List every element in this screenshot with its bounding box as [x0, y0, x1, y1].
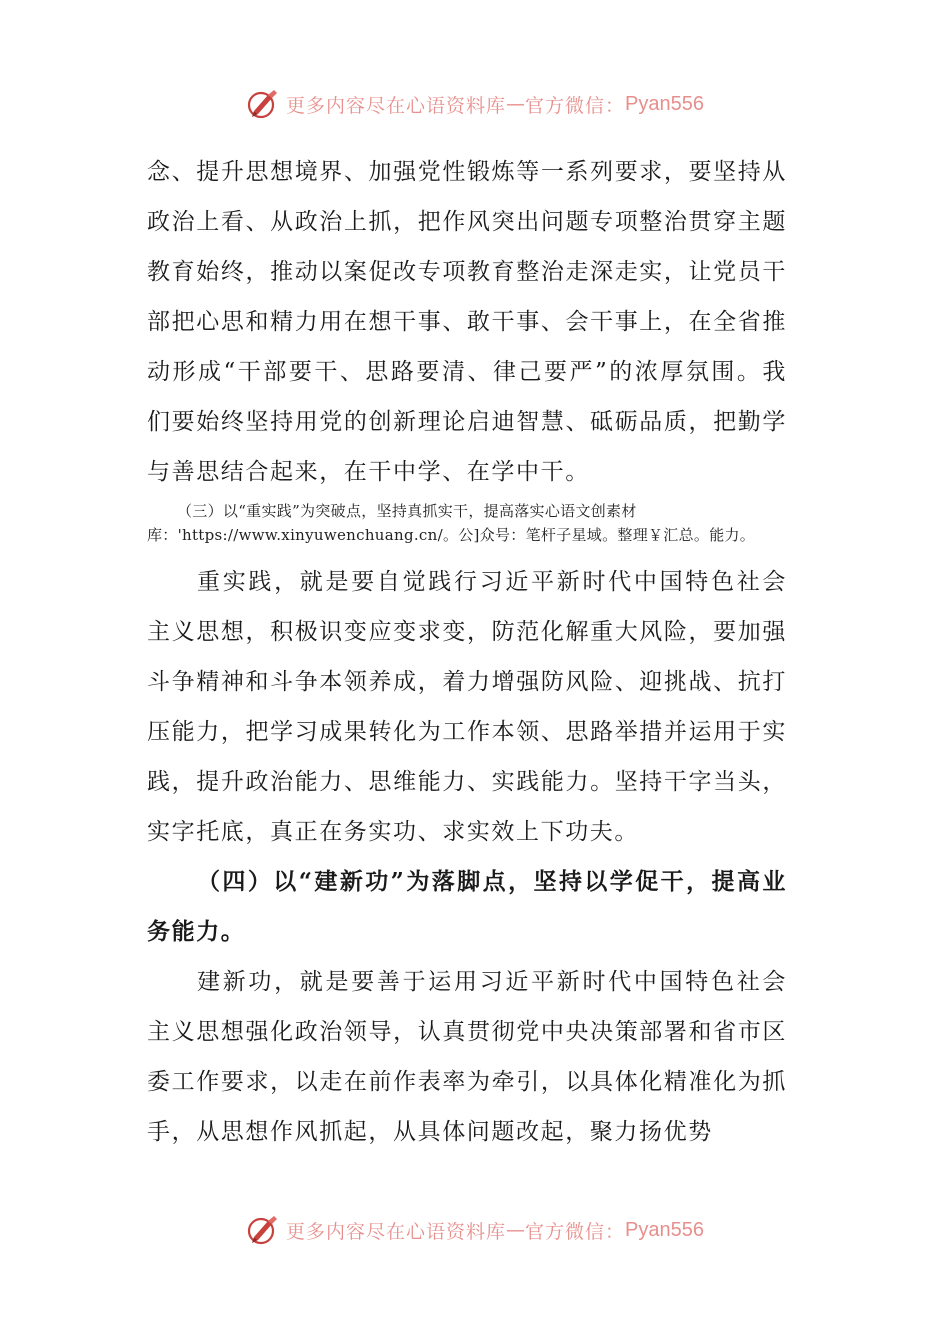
pen-logo-icon: [246, 87, 280, 121]
footer-separator: —: [506, 1219, 526, 1241]
pen-logo-icon: [246, 1213, 280, 1247]
footer-banner: [0, 1208, 950, 1252]
document-body: [147, 147, 787, 1157]
footer-contact-id: Pyan556: [625, 1218, 704, 1241]
inserted-note: （三）以“重实践”为突破点，坚持真抓实干，提高落实心语文创素材库：'https://www.xinyuwenchuang.cn/。公]众号：笔杆子星域。整理￥汇总。能力。: [147, 502, 756, 544]
paragraph-3: 建新功，就是要善于运用习近平新时代中国特色社会主义思想强化政治领导，认真贯彻党中央决策部署和省市区委工作要求，以走在前作表率为牵引，以具体化精准化为抓手，从思想作风抓起，从具体问题改起，聚力扬优势: [147, 969, 787, 1145]
footer-contact-label: 官方微信：: [525, 1220, 626, 1243]
paragraph-2: 重实践，就是要自觉践行习近平新时代中国特色社会主义思想，积极识变应变求变，防范化解重大风险，要加强斗争精神和斗争本领养成，着力增强防风险、迎挑战、抗打压能力，把学习成果转化为工作本领、思路举措并运用于实践，提升政治能力、思维能力、实践能力。坚持干字当头，实字托底，真正在务实功、求实效上下功夫。: [147, 569, 787, 845]
paragraph-1: 念、提升思想境界、加强党性锻炼等一系列要求，要坚持从政治上看、从政治上抓，把作风突出问题专项整治贯穿主题教育始终，推动以案促改专项教育整治走深走实，让党员干部把心思和精力用在想干事、敢干事、会干事上，在全省推动形成“干部要干、思路要清、律己要严”的浓厚氛围。我们要始终坚持用党的创新理论启迪智慧、砥砺品质，把勤学与善思结合起来，在干中学、在学中干。: [147, 159, 787, 485]
header-separator: —: [506, 93, 526, 115]
footer-text: 更多内容尽在心语资料库: [286, 1220, 507, 1243]
section-heading-4: （四）以“建新功”为落脚点，坚持以学促干，提高业务能力。: [147, 868, 787, 945]
header-text: 更多内容尽在心语资料库: [286, 94, 507, 117]
header-banner: [0, 82, 950, 126]
header-contact-label: 官方微信：: [525, 94, 626, 117]
header-contact-id: Pyan556: [625, 92, 704, 115]
